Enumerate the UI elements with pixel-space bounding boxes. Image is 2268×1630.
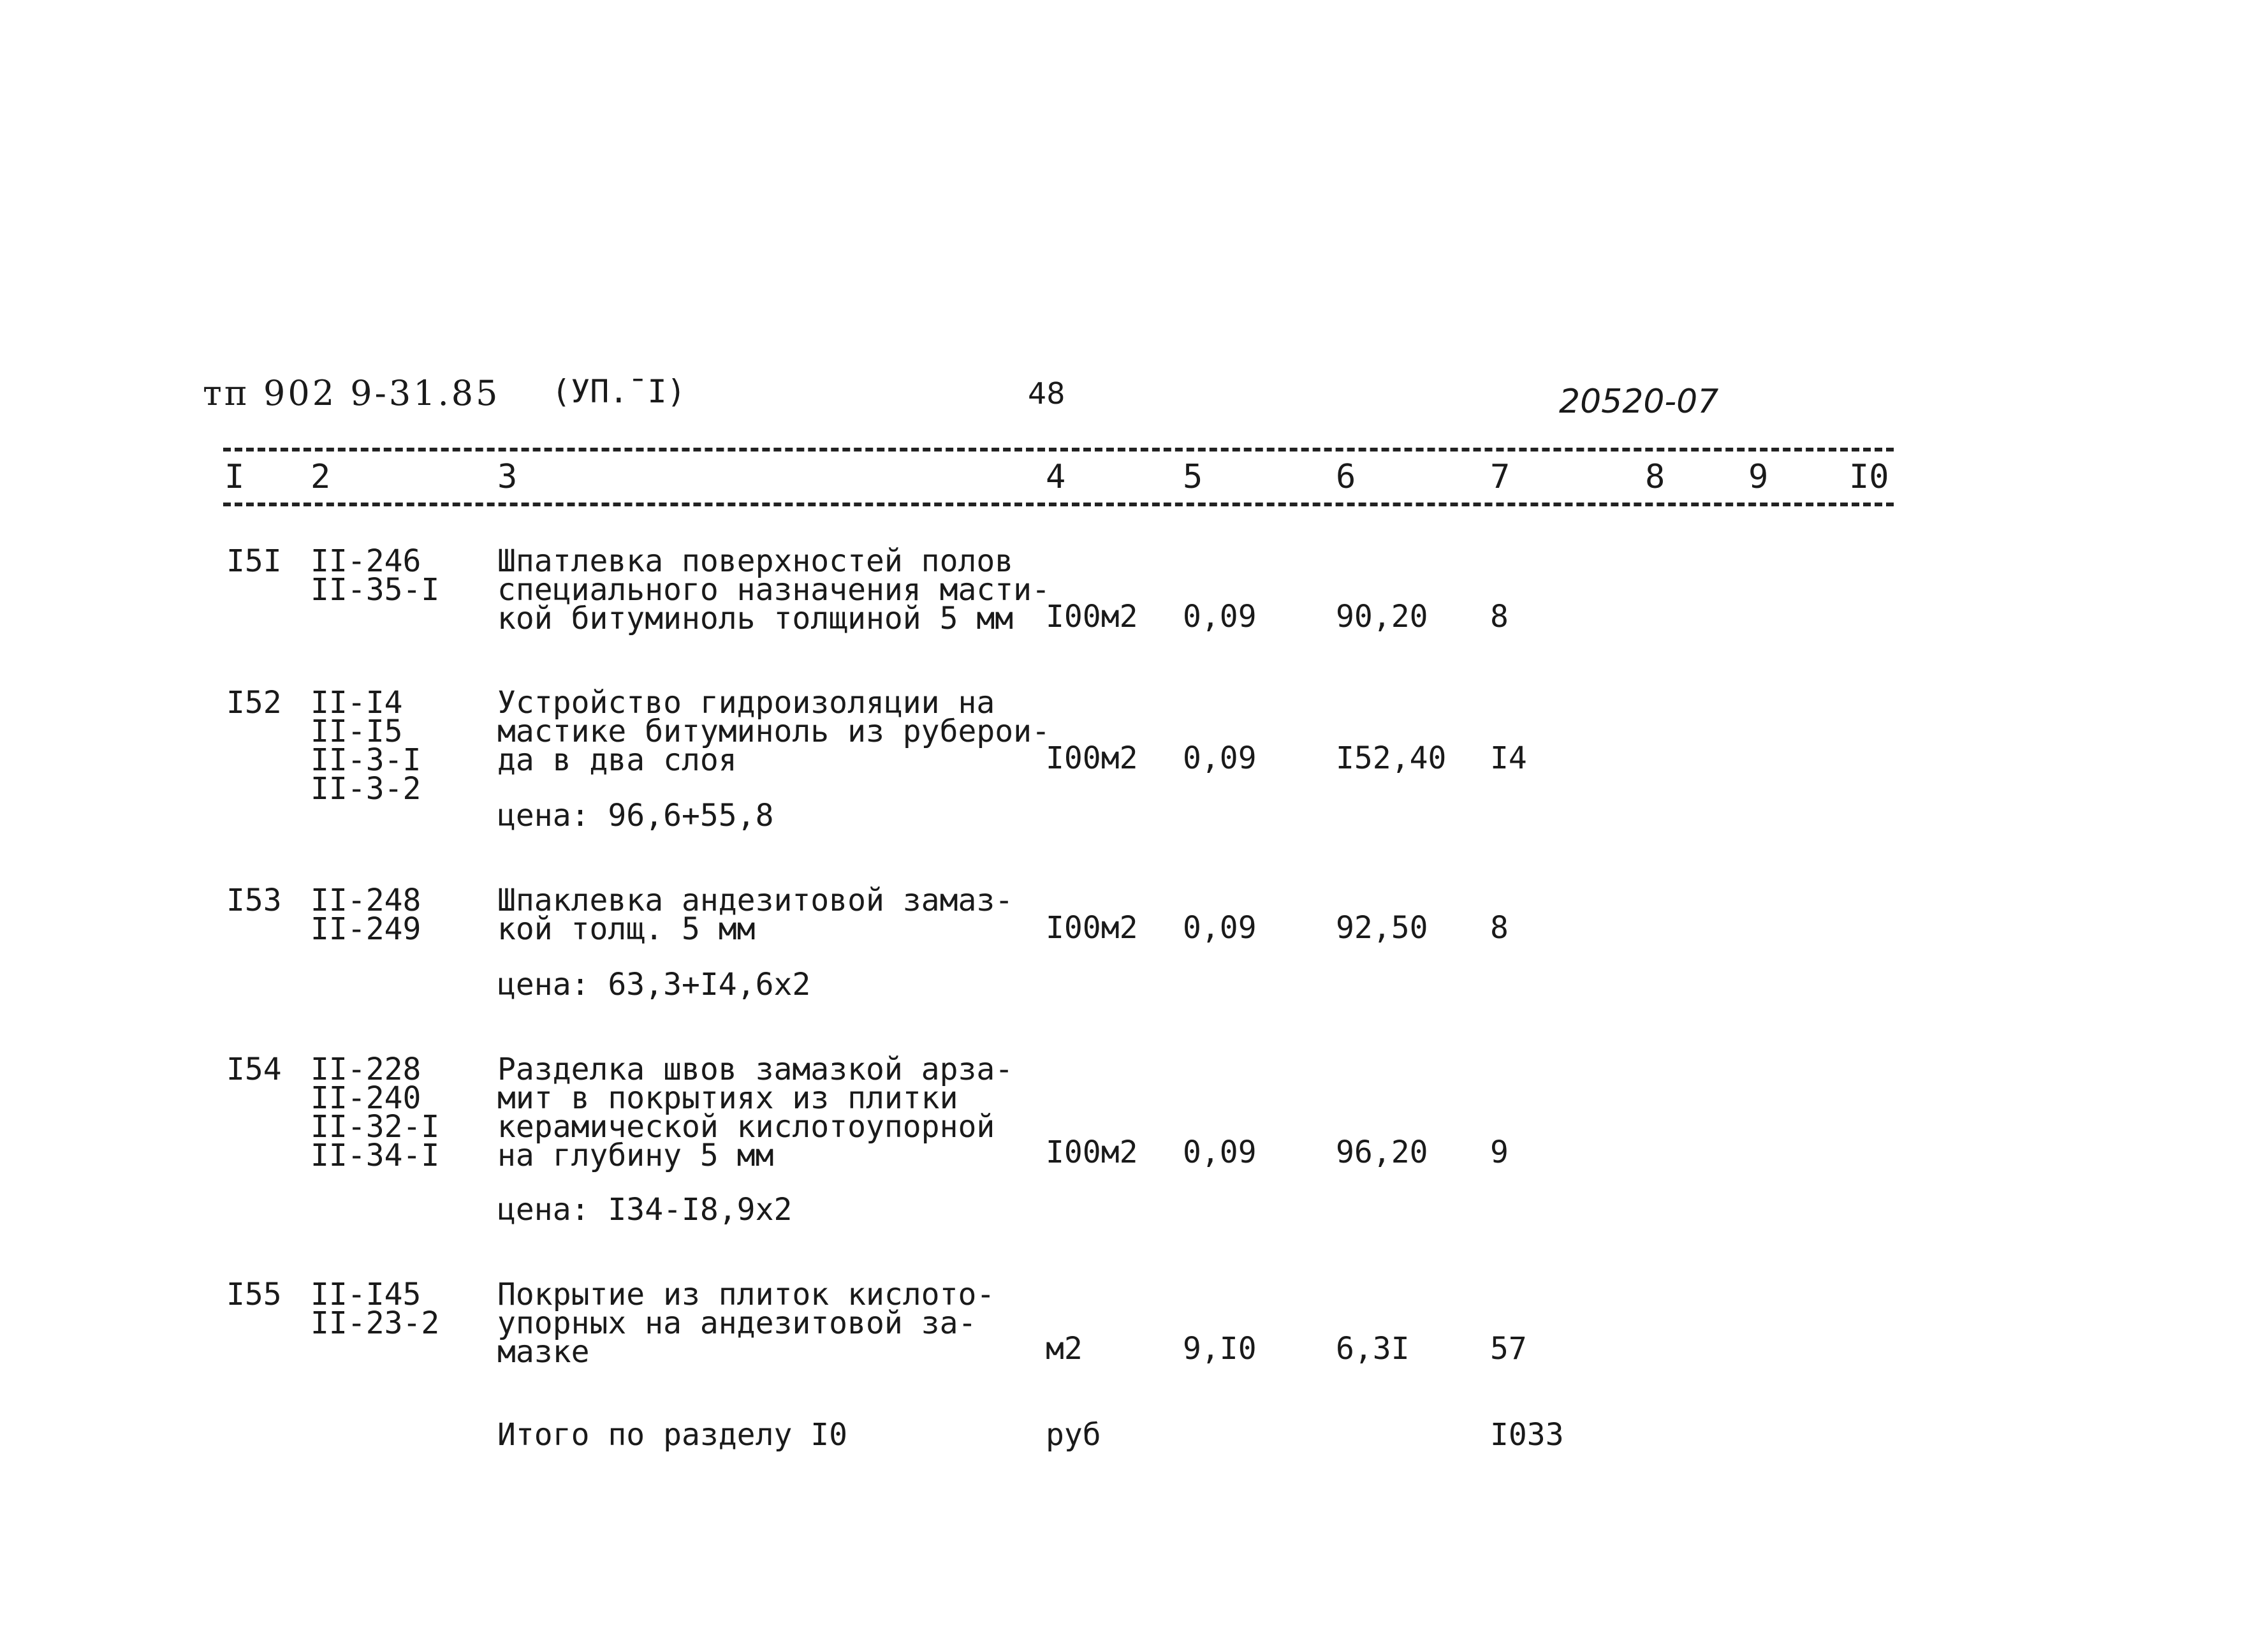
summary-total: I033 (1490, 1417, 1564, 1453)
album-label: (УП.¯I) (552, 373, 686, 410)
row-total: I4 (1490, 740, 1527, 776)
row-description: Разделка швов замазкой арза- мит в покрытиях из плитки керамической кислотоупорной на глубину 5 мм (497, 1052, 1014, 1173)
row-description: Шпаклевка андезитовой замаз- кой толщ. 5 мм (497, 883, 1014, 947)
summary-unit: руб (1046, 1417, 1101, 1453)
document-code: тп 902 9-31.85 (203, 373, 501, 413)
row-codes: II-I45 II-23-2 (311, 1277, 440, 1341)
row-description: Шпатлевка поверхностей полов специального назначения масти- кой битуминоль толщиной 5 мм (497, 543, 1050, 636)
page-number: 48 (1028, 376, 1065, 411)
row-total: 9 (1490, 1134, 1509, 1170)
column-header: I0 (1849, 458, 1889, 496)
row-price: I52,40 (1336, 740, 1447, 776)
row-codes: II-228 II-240 II-32-I II-34-I (311, 1052, 440, 1173)
row-price: 90,20 (1336, 599, 1428, 635)
row-unit: I00м2 (1046, 1134, 1138, 1170)
column-header: 8 (1645, 458, 1665, 496)
row-number: I55 (226, 1277, 282, 1312)
row-price-note: цена: 63,3+I4,6x2 (497, 967, 811, 1002)
column-header: 6 (1336, 458, 1356, 496)
row-quantity: 9,I0 (1183, 1331, 1257, 1367)
row-price-note: цена: 96,6+55,8 (497, 798, 774, 833)
row-number: I54 (226, 1052, 282, 1087)
row-description: Покрытие из плиток кислото- упорных на андезитовой за- мазке (497, 1277, 995, 1370)
row-unit: I00м2 (1046, 910, 1138, 946)
row-number: I53 (226, 883, 282, 918)
column-header: 9 (1748, 458, 1769, 496)
row-total: 8 (1490, 599, 1509, 635)
column-header: 3 (497, 458, 518, 496)
row-quantity: 0,09 (1183, 599, 1257, 635)
row-number: I5I (226, 543, 282, 579)
row-number: I52 (226, 685, 282, 721)
row-price: 92,50 (1336, 910, 1428, 946)
row-codes: II-246 II-35-I (311, 543, 440, 608)
row-quantity: 0,09 (1183, 740, 1257, 776)
row-price: 96,20 (1336, 1134, 1428, 1170)
table-header-bottom-rule (223, 503, 1894, 506)
row-description: Устройство гидроизоляции на мастике битуминоль из руберои- да в два слоя (497, 685, 1050, 778)
row-total: 57 (1490, 1331, 1527, 1367)
row-price-note: цена: I34-I8,9x2 (497, 1192, 793, 1228)
column-header: 5 (1183, 458, 1203, 496)
summary-label: Итого по разделу I0 (497, 1417, 848, 1453)
row-codes: II-I4 II-I5 II-3-I II-3-2 (311, 685, 421, 807)
row-codes: II-248 II-249 (311, 883, 421, 947)
column-header: I (224, 458, 245, 496)
row-unit: I00м2 (1046, 599, 1138, 635)
row-quantity: 0,09 (1183, 910, 1257, 946)
row-total: 8 (1490, 910, 1509, 946)
column-header: 4 (1046, 458, 1066, 496)
table-header-top-rule (223, 448, 1894, 452)
row-price: 6,3I (1336, 1331, 1410, 1367)
row-unit: I00м2 (1046, 740, 1138, 776)
column-header: 2 (311, 458, 331, 496)
column-header: 7 (1490, 458, 1511, 496)
doc-number: 20520-07 (1559, 383, 1719, 421)
row-unit: м2 (1046, 1331, 1083, 1367)
row-quantity: 0,09 (1183, 1134, 1257, 1170)
